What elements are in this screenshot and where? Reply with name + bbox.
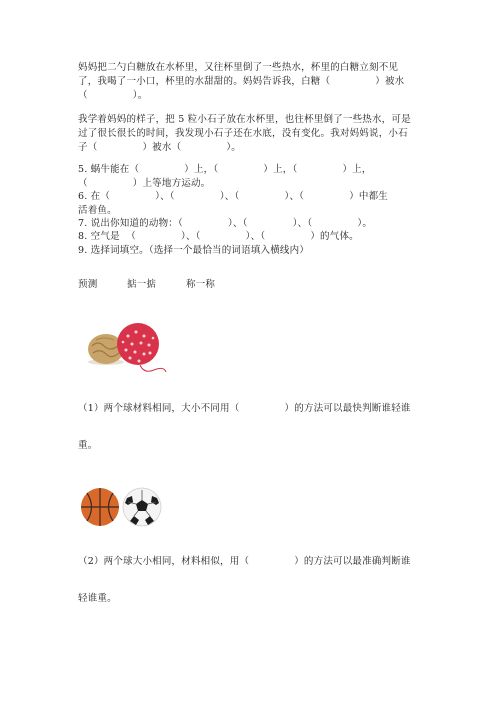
- walnut-yarn-image: [84, 318, 174, 380]
- paragraph-line: （ ）。: [78, 90, 148, 101]
- basketball-soccer-image: [80, 485, 164, 529]
- question-6-line: 活着鱼。: [78, 205, 117, 216]
- word-option: 称一称: [186, 279, 216, 290]
- question-8: 8. 空气是 （ ）、（ ）、（ ）的气体。: [78, 231, 359, 242]
- sub-question-1-line: （1）两个球材料相同，大小不同用（ ）的方法可以最快判断谁轻谁: [78, 403, 411, 414]
- question-7: 7. 说出你知道的动物：（ ）、（ ）、（ ）。: [78, 218, 373, 229]
- yarn-ball-shape: [117, 323, 159, 365]
- sub-question-2-line: （2）两个球大小相同，材料相似，用（ ）的方法可以最准确判断谁: [78, 556, 411, 567]
- paragraph-line: 子（ ）被水（ ）。: [78, 142, 242, 153]
- paragraph-line: 我学着妈妈的样子，把 5 粒小石子放在水杯里，也往杯里倒了一些热水，可是: [78, 114, 411, 125]
- word-option: 掂一掂: [127, 279, 157, 290]
- word-option: 预测: [78, 279, 98, 290]
- sub-question-2-line: 轻谁重。: [78, 593, 117, 604]
- question-5-line: 5. 蜗牛能在（ ）上，（ ）上，（ ）上，: [78, 164, 372, 175]
- paragraph-line: 过了很长很长的时间，我发现小石子还在水底，没有变化。我对妈妈说，小石: [78, 128, 408, 139]
- paragraph-line: 了，我喝了一小口，杯里的水甜甜的。妈妈告诉我，白糖（ ）被水: [78, 76, 405, 87]
- question-9: 9. 选择词填空。（选择一个最恰当的词语填入横线内）: [78, 245, 310, 256]
- question-5-line: （ ）上等地方运动。: [78, 178, 211, 189]
- paragraph-line: 妈妈把二勺白糖放在水杯里，又往杯里倒了一些热水，杯里的白糖立刻不见: [78, 62, 399, 73]
- sub-question-1-line: 重。: [78, 440, 98, 451]
- question-6-line: 6. 在（ ）、（ ）、（ ）、（ ）中都生: [78, 191, 388, 202]
